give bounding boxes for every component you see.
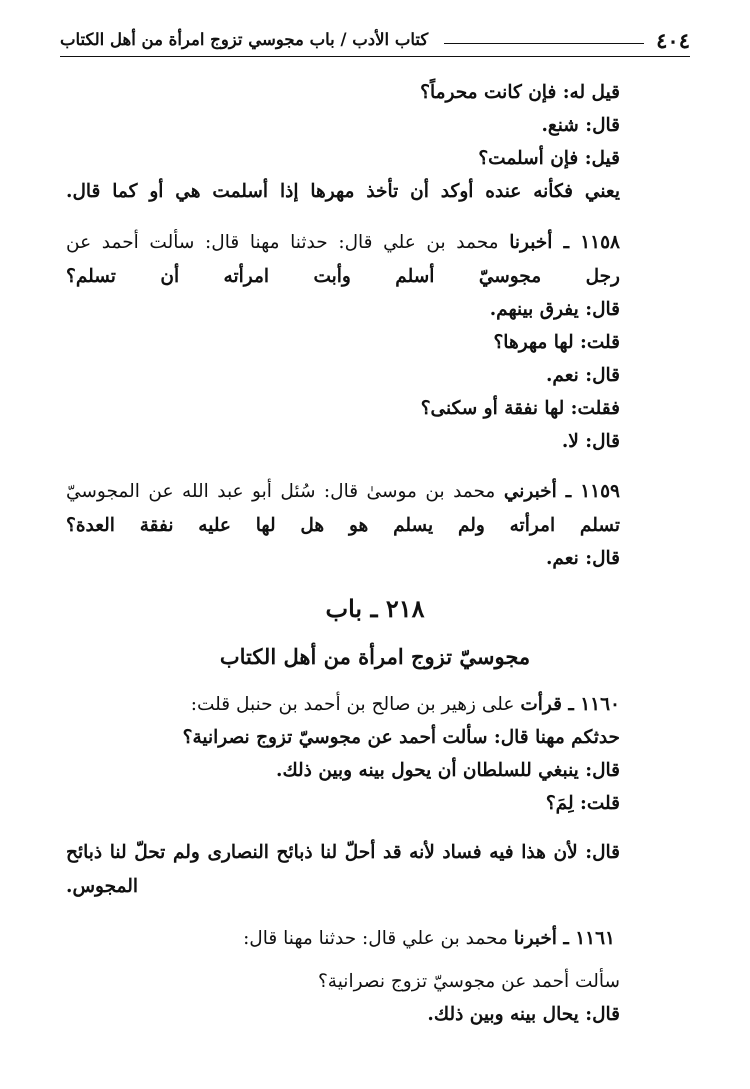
text-line: قيل له: فإن كانت محرماً؟ xyxy=(420,82,620,103)
hadith-number: ١١٥٨ ـ أخبرنا xyxy=(509,232,620,253)
header-rule xyxy=(444,43,644,44)
text-line: المجوس. xyxy=(66,876,138,897)
text-line: قال: لأن هذا فيه فساد لأنه قد أحلّ لنا ذبائح النصارى ولم تحلّ لنا ذبائح xyxy=(66,842,620,863)
text-line: قال: ينبغي للسلطان أن يحول بينه وبين ذلك. xyxy=(276,760,620,781)
text-line: قيل: فإن أسلمت؟ xyxy=(478,148,620,169)
text-line: قلت: لِمَ؟ xyxy=(545,793,620,814)
hadith-number: ١١٦١ ـ أخبرنا xyxy=(513,928,615,949)
hadith-1160 xyxy=(191,690,620,720)
text-line: فقلت: لها نفقة أو سكنى؟ xyxy=(420,398,620,419)
text-line: قلت: لها مهرها؟ xyxy=(493,332,620,353)
hadith-1159 xyxy=(66,477,620,507)
hadith-isnad: محمد بن موسىٰ قال: سُئل أبو عبد الله عن المجوسيّ xyxy=(66,481,496,502)
hadith-number: ١١٦٠ ـ قرأت xyxy=(520,694,620,715)
text-line: تسلم امرأته ولم يسلم هو هل لها عليه نفقة العدة؟ xyxy=(66,515,620,536)
text-line: قال: نعم. xyxy=(545,365,620,386)
page-number: ٤٠٤ xyxy=(656,28,690,53)
text-line: رجل مجوسيّ أسلم وأبت امرأته أن تسلم؟ xyxy=(66,266,620,287)
hadith-1158 xyxy=(66,228,620,258)
hadith-number: ١١٥٩ ـ أخبرني xyxy=(503,481,620,502)
page-header xyxy=(60,26,690,57)
text-line: قال: لا. xyxy=(561,431,620,452)
text-line: قال: نعم. xyxy=(545,548,620,569)
hadith-1161 xyxy=(243,924,615,954)
text-line: قال: شنع. xyxy=(541,115,620,136)
chapter-number: ٢١٨ ـ باب xyxy=(325,594,425,623)
hadith-isnad: محمد بن علي قال: حدثنا مهنا قال: سألت أحمد عن xyxy=(66,232,499,253)
hadith-isnad: محمد بن علي قال: حدثنا مهنا قال: xyxy=(243,928,508,949)
text-line: يعني فكأنه عنده أوكد أن تأخذ مهرها إذا أسلمت هي أو كما قال. xyxy=(66,181,620,202)
hadith-isnad: على زهير بن صالح بن أحمد بن حنبل قلت: xyxy=(190,694,515,715)
text-line: حدثكم مهنا قال: سألت أحمد عن مجوسيّ تزوج نصرانية؟ xyxy=(182,727,620,748)
text-line: قال: يحال بينه وبين ذلك. xyxy=(427,1004,620,1025)
running-title: كتاب الأدب / باب مجوسي تزوج امرأة من أهل الكتاب xyxy=(60,30,429,49)
text-line: قال: يفرق بينهم. xyxy=(489,299,620,320)
chapter-title: مجوسيّ تزوج امرأة من أهل الكتاب xyxy=(219,644,531,669)
text-line: سألت أحمد عن مجوسيّ تزوج نصرانية؟ xyxy=(317,971,620,992)
